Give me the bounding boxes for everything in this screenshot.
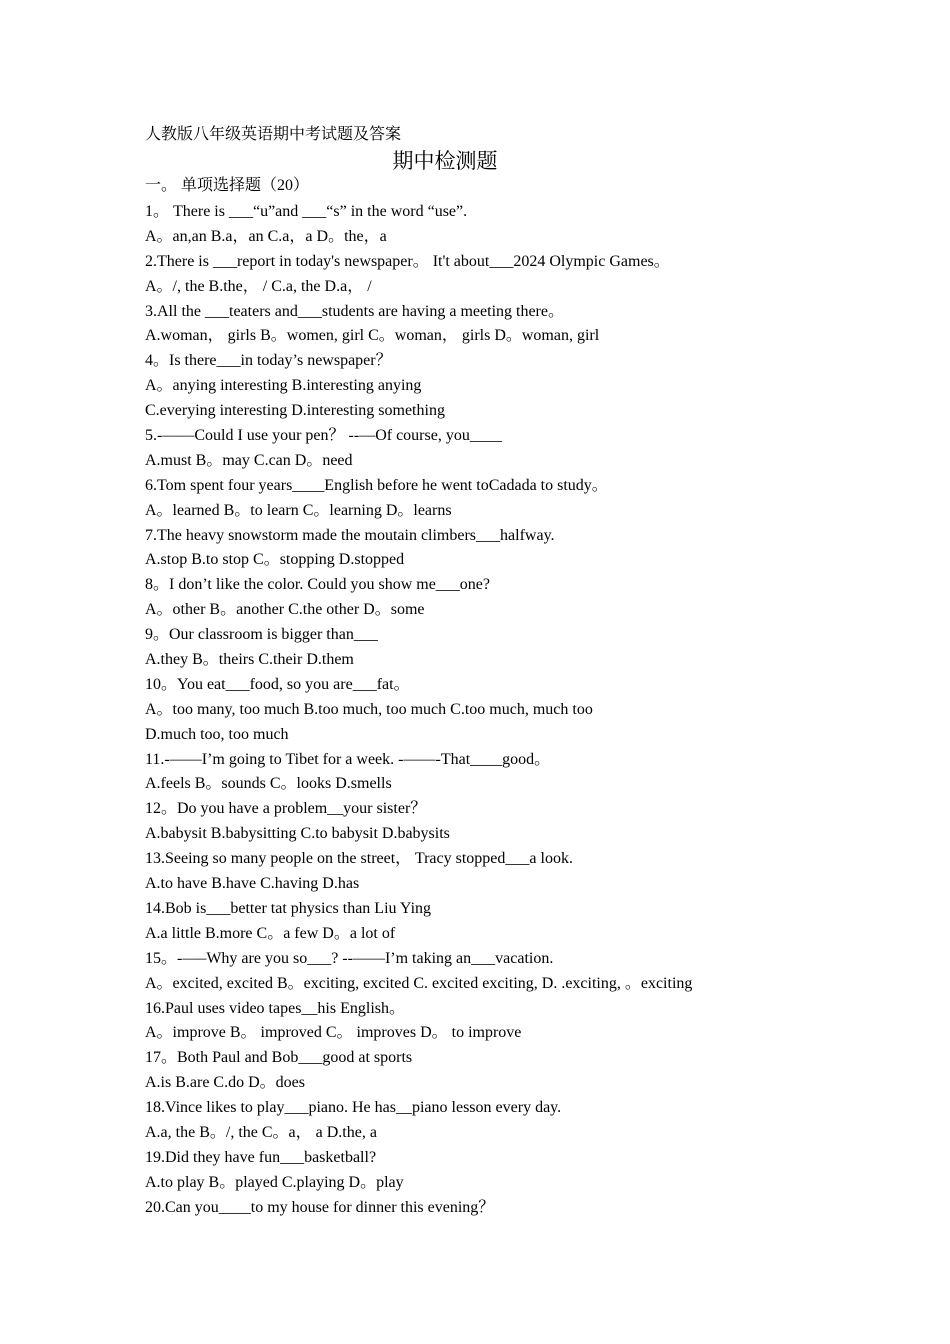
- question-list: [145, 200, 905, 1221]
- answer-options: A。too many, too much B.too much, too much C.too much, much too: [145, 700, 593, 718]
- answer-options: A。an,an B.a，an C.a，a D。the，a: [145, 227, 387, 245]
- question-line: 20.Can you____to my house for dinner this evening？: [145, 1198, 495, 1216]
- answer-options: A.feels B。sounds C。looks D.smells: [145, 775, 392, 793]
- answer-options: A。learned B。to learn C。learning D。learns: [145, 501, 452, 519]
- answer-options: A。improve B。 improved C。 improves D。 to improve: [145, 1024, 522, 1042]
- question-line: 15。-—–Why are you so___? --——I’m taking an___vacation.: [145, 949, 554, 967]
- answer-options: A。/, the B.the， / C.a, the D.a， /: [145, 277, 372, 295]
- question-line: 2.There is ___report in today's newspaper。 It't about___2024 Olympic Games。: [145, 252, 670, 270]
- question-line: 10。You eat___food, so you are___fat。: [145, 675, 410, 693]
- answer-options: A.they B。theirs C.their D.them: [145, 651, 354, 669]
- question-line: 17。Both Paul and Bob___good at sports: [145, 1049, 413, 1067]
- answer-options: A.a little B.more C。a few D。a lot of: [145, 924, 396, 942]
- question-line: 6.Tom spent four years____English before he went toCadada to study。: [145, 476, 608, 494]
- question-line: 9。Our classroom is bigger than___: [145, 626, 378, 644]
- section-heading: 一。 单项选择题（20）: [145, 177, 310, 194]
- question-line: 3.All the ___teaters and___students are having a meeting there。: [145, 302, 564, 320]
- question-line: 19.Did they have fun___basketball?: [145, 1148, 377, 1166]
- document-title: 期中检测题: [392, 149, 498, 173]
- question-line: 18.Vince likes to play___piano. He has__piano lesson every day.: [145, 1099, 562, 1117]
- question-line: 12。Do you have a problem__your sister？: [145, 800, 427, 818]
- question-line: 4。Is there___in today’s newspaper？: [145, 352, 392, 370]
- question-line: 11.-——I’m going to Tibet for a week. -——-That____good。: [145, 750, 551, 768]
- answer-options: A。excited, excited B。exciting, excited C. excited exciting, D. .exciting, 。exciting: [145, 974, 693, 992]
- question-line: 14.Bob is___better tat physics than Liu Ying: [145, 899, 432, 917]
- document-header: 人教版八年级英语期中考试题及答案: [145, 126, 402, 143]
- answer-options: D.much too, too much: [145, 725, 289, 743]
- answer-options: A.to have B.have C.having D.has: [145, 875, 360, 893]
- answer-options: A.stop B.to stop C。stopping D.stopped: [145, 551, 405, 569]
- answer-options: A.a, the B。/, the C。a， a D.the, a: [145, 1123, 377, 1141]
- question-line: 16.Paul uses video tapes__his English。: [145, 999, 405, 1017]
- answer-options: A.is B.are C.do D。does: [145, 1074, 305, 1092]
- answer-options: C.everying interesting D.interesting something: [145, 402, 445, 420]
- question-line: 7.The heavy snowstorm made the moutain climbers___halfway.: [145, 526, 555, 544]
- answer-options: A。other B。another C.the other D。some: [145, 601, 425, 619]
- answer-options: A.to play B。played C.playing D。play: [145, 1173, 404, 1191]
- question-line: 13.Seeing so many people on the street， Tracy stopped___a look.: [145, 850, 573, 868]
- answer-options: A.babysit B.babysitting C.to babysit D.babysits: [145, 825, 450, 843]
- question-line: 5.-——Could I use your pen？ --—Of course, you____: [145, 427, 502, 445]
- question-line: 8。I don’t like the color. Could you show me___one?: [145, 576, 490, 594]
- answer-options: A.must B。may C.can D。need: [145, 451, 353, 469]
- question-line: 1。 There is ___“u”and ___“s” in the word “use”.: [145, 203, 468, 220]
- answer-options: A.woman， girls B。women, girl C。woman， girls D。woman, girl: [145, 327, 600, 345]
- answer-options: A。anying interesting B.interesting anying: [145, 377, 422, 395]
